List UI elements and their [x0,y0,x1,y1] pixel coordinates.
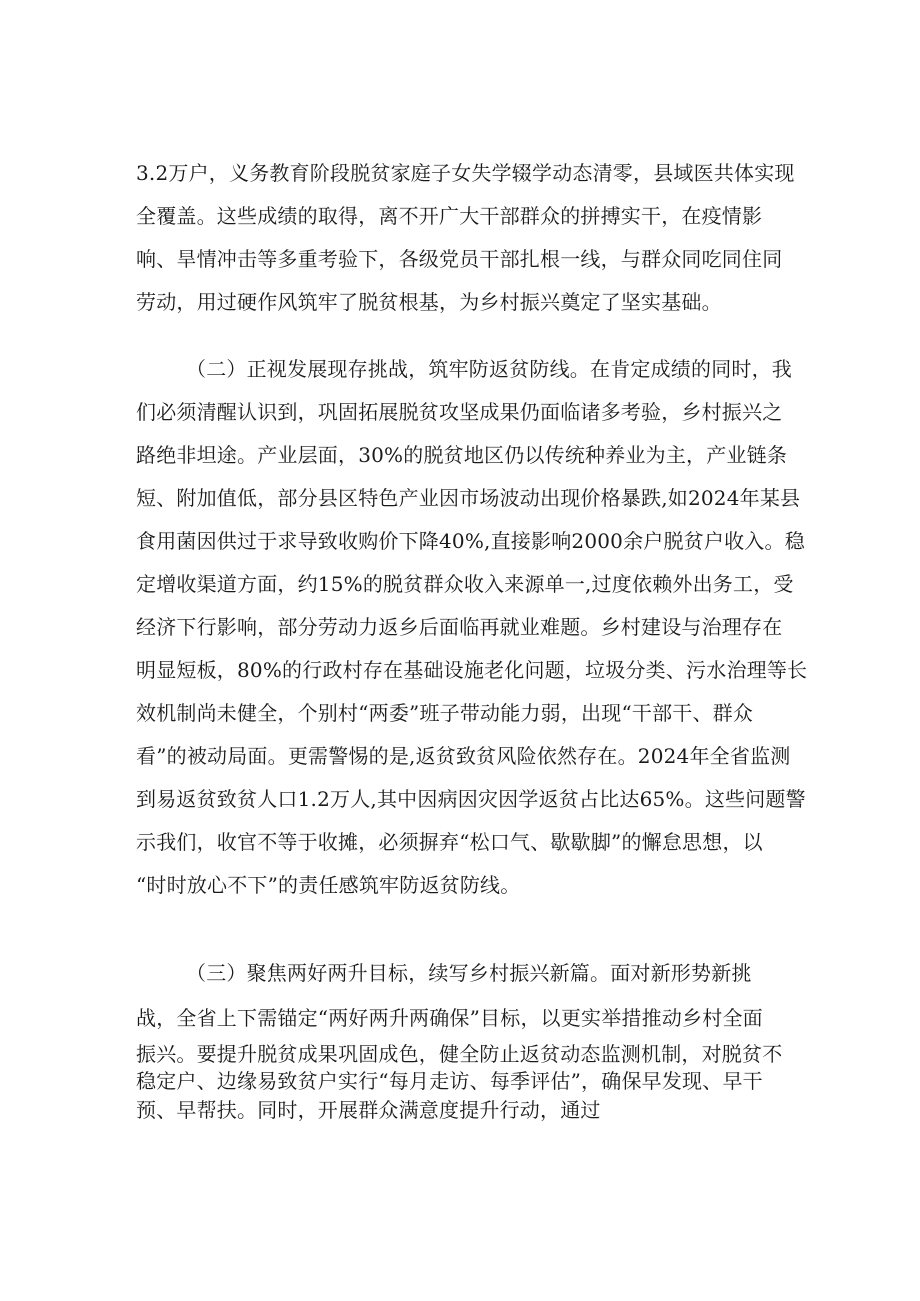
paragraph-line: 到易返贫致贫人口1.2万人,其中因病因灾因学返贫占比达65%。这些问题警 [136,787,806,811]
paragraph-line: 看”的被动局面。更需警惕的是,返贫致贫风险依然存在。2024年全省监测 [136,744,791,768]
paragraph-line: 效机制尚未健全，个别村“两委”班子带动能力弱，出现“干部干、群众 [136,701,754,725]
paragraph-line: 短、附加值低，部分县区特色产业因市场波动出现价格暴跌,如2024年某县 [136,486,801,510]
paragraph-line: 食用菌因供过于求导致收购价下降40%,直接影响2000余户脱贫户收入。稳 [136,529,805,553]
paragraph-line: （三）聚焦两好两升目标，续写乡村振兴新篇。面对新形势新挑 [186,961,752,985]
paragraph-line: 振兴。要提升脱贫成果巩固成色，健全防止返贫动态监测机制，对脱贫不 [136,1042,783,1066]
paragraph-line: 稳定户、边缘易致贫户实行“每月走访、每季评估”，确保早发现、早干 [136,1069,763,1093]
paragraph-line: 战，全省上下需锚定“两好两升两确保”目标，以更实举措推动乡村全面 [136,1006,763,1030]
paragraph-line: 们必须清醒认识到，巩固拓展脱贫攻坚成果仍面临诸多考验，乡村振兴之 [136,400,783,424]
paragraph-line: “时时放心不下”的责任感筑牢防返贫防线。 [136,873,521,897]
paragraph-line: 路绝非坦途。产业层面，30%的脱贫地区仍以传统种养业为主，产业链条 [136,443,788,467]
paragraph-line: 经济下行影响，部分劳动力返乡后面临再就业难题。乡村建设与治理存在 [136,615,783,639]
paragraph-line: 劳动，用过硬作风筑牢了脱贫根基，为乡村振兴奠定了坚实基础。 [136,290,722,314]
paragraph-line: 响、旱情冲击等多重考验下，各级党员干部扎根一线，与群众同吃同住同 [136,247,783,271]
paragraph-line: 预、早帮扶。同时，开展群众满意度提升行动，通过 [136,1098,601,1122]
paragraph-line: （二）正视发展现存挑战，筑牢防返贫防线。在肯定成绩的同时，我 [186,357,792,381]
paragraph-line: 3.2万户，义务教育阶段脱贫家庭子女失学辍学动态清零，县域医共体实现 [136,161,795,185]
paragraph-line: 全覆盖。这些成绩的取得，离不开广大干部群众的拼搏实干，在疫情影 [136,204,763,228]
paragraph-line: 示我们，收官不等于收摊，必须摒弃“松口气、歇歇脚”的懈怠思想，以 [136,830,763,854]
paragraph-line: 明显短板，80%的行政村存在基础设施老化问题，垃圾分类、污水治理等长 [136,658,808,682]
paragraph-line: 定增收渠道方面，约15%的脱贫群众收入来源单一,过度依赖外出务工，受 [136,572,794,596]
